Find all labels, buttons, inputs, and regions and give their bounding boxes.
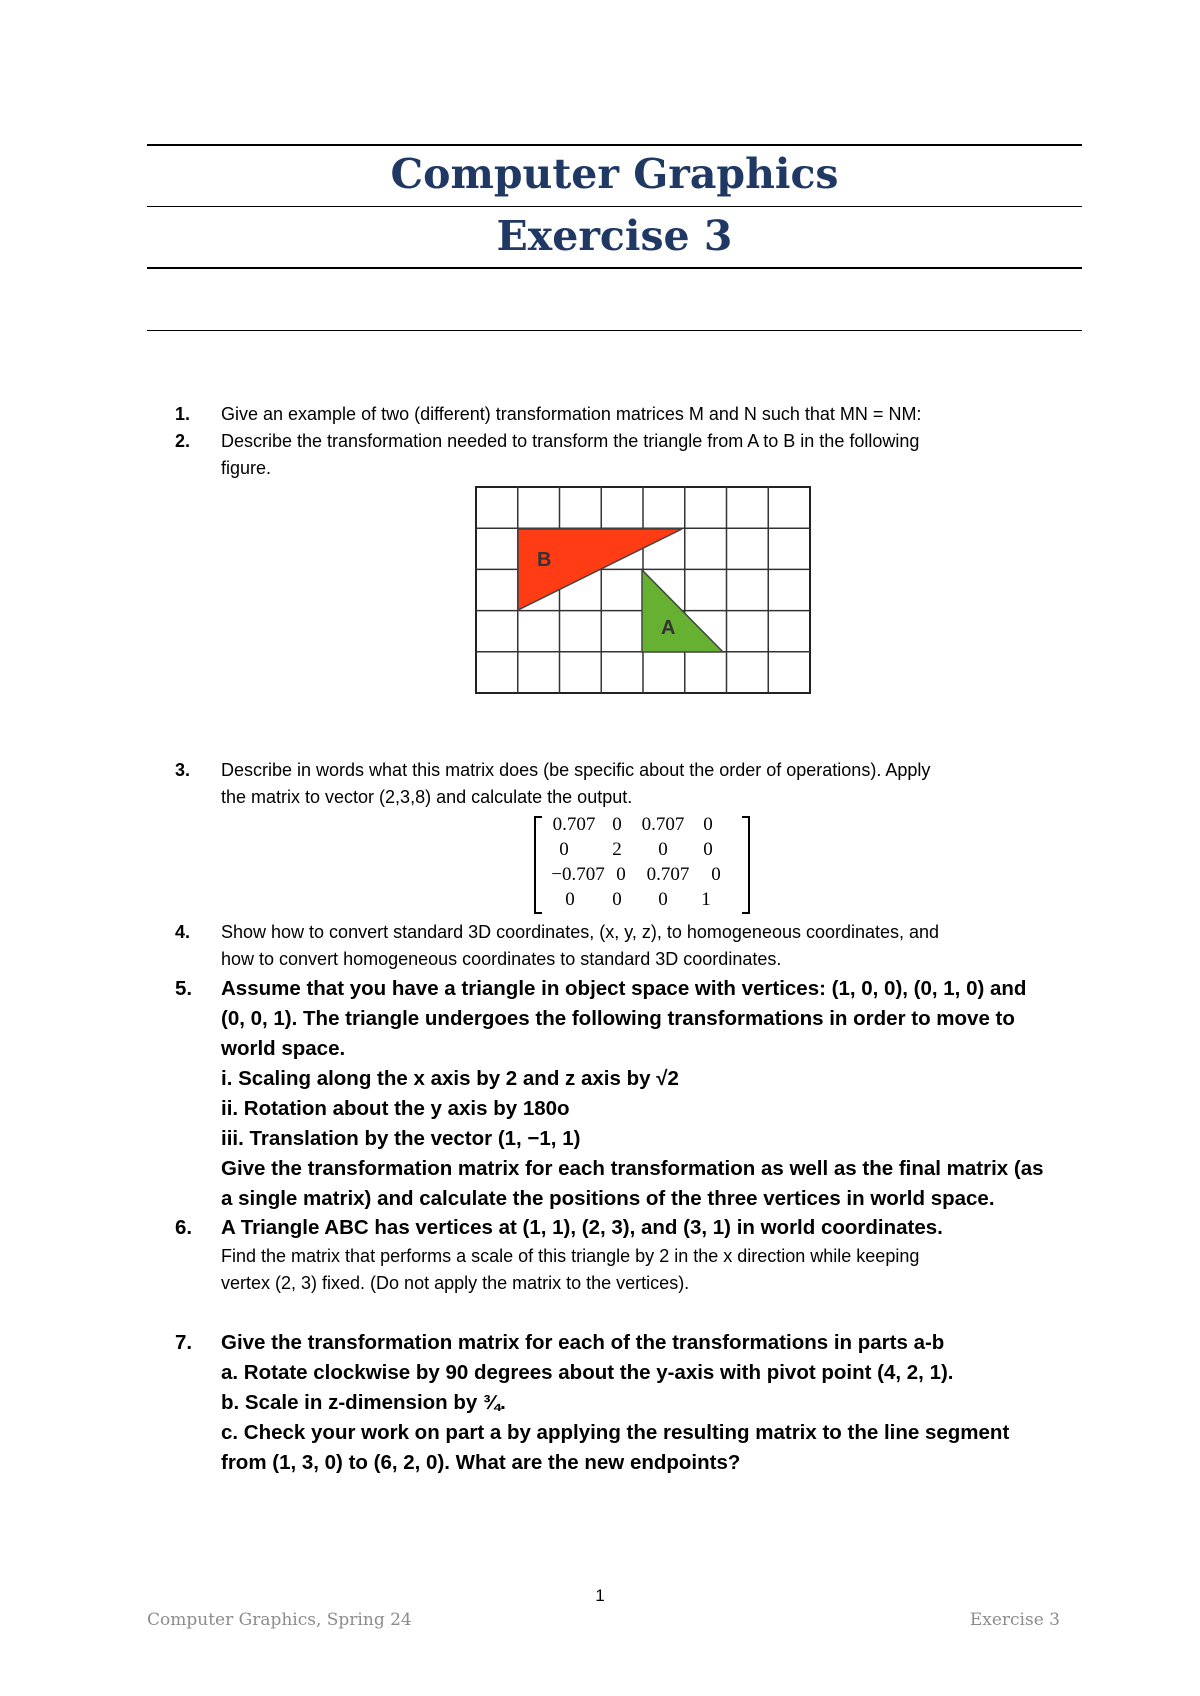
question-line: Find the matrix that performs a scale of this triangle by 2 in the x direction while keeping	[221, 1246, 920, 1266]
header-rule-lower	[147, 330, 1082, 331]
matrix-cell: 0	[658, 839, 668, 860]
header-rule-middle	[147, 206, 1082, 207]
question-line: Give an example of two (different) transformation matrices M and N such that MN = NM:	[221, 404, 922, 424]
footer-right: Exercise 3	[969, 1610, 1060, 1630]
matrix-cell: −0.707	[551, 864, 605, 885]
matrix-cell: 0	[612, 889, 622, 910]
question-4	[175, 919, 1080, 973]
matrix-cell: 0.707	[646, 864, 690, 885]
question-7	[175, 1328, 1080, 1478]
matrix-cell: 0	[616, 864, 626, 885]
question-line: vertex (2, 3) fixed. (Do not apply the matrix to the vertices).	[221, 1273, 690, 1293]
question-line: c. Check your work on part a by applying the resulting matrix to the line segment	[221, 1421, 1010, 1444]
question-5	[175, 974, 1080, 1214]
page-title: Computer Graphics	[390, 150, 839, 198]
question-line: a single matrix) and calculate the positions of the three vertices in world space.	[221, 1187, 995, 1210]
matrix-cell: 0	[612, 814, 622, 835]
transformation-matrix	[534, 814, 750, 912]
question-number: 6.	[175, 1216, 193, 1239]
question-line: world space.	[221, 1037, 346, 1060]
question-number: 5.	[175, 977, 193, 1000]
question-line: i. Scaling along the x axis by 2 and z axis by √2	[221, 1067, 679, 1090]
matrix-cell: 0	[559, 839, 569, 860]
question-line: (0, 0, 1). The triangle undergoes the following transformations in order to move to	[221, 1007, 1015, 1030]
question-line: A Triangle ABC has vertices at (1, 1), (2, 3), and (3, 1) in world coordinates.	[221, 1216, 943, 1239]
question-line: Show how to convert standard 3D coordinates, (x, y, z), to homogeneous coordinates, and	[221, 922, 940, 942]
header-rule-top	[147, 144, 1082, 146]
question-line: Give the transformation matrix for each of the transformations in parts a-b	[221, 1331, 945, 1354]
matrix-cell: 0	[711, 864, 721, 885]
matrix-cell: 2	[612, 839, 622, 860]
label-b: B	[537, 549, 552, 571]
question-line: b. Scale in z-dimension by ¾.	[221, 1391, 506, 1414]
page-number: 1	[595, 1586, 605, 1605]
matrix-cell: 0	[658, 889, 668, 910]
triangle-figure	[475, 486, 811, 694]
question-number: 3.	[175, 760, 191, 780]
page-subtitle: Exercise 3	[496, 212, 733, 260]
question-line: Give the transformation matrix for each transformation as well as the final matrix (as	[221, 1157, 1044, 1180]
matrix-cell: 1	[701, 889, 711, 910]
matrix-cell: 0	[703, 839, 713, 860]
question-number: 7.	[175, 1331, 193, 1354]
matrix-cell: 0.707	[641, 814, 685, 835]
question-line: from (1, 3, 0) to (6, 2, 0). What are the new endpoints?	[221, 1451, 741, 1474]
matrix-cell: 0	[703, 814, 713, 835]
question-3	[175, 757, 1080, 811]
question-line: Describe the transformation needed to transform the triangle from A to B in the following	[221, 431, 920, 451]
question-number: 2.	[175, 431, 191, 451]
footer-left: Computer Graphics, Spring 24	[147, 1610, 412, 1630]
question-line: figure.	[221, 458, 272, 478]
question-line: ii. Rotation about the y axis by 180o	[221, 1097, 570, 1120]
matrix-cell: 0.707	[552, 814, 596, 835]
question-2	[175, 428, 1080, 482]
question-6	[175, 1213, 1080, 1297]
question-line: iii. Translation by the vector (1, −1, 1)	[221, 1127, 581, 1150]
header-rule-bottom	[147, 267, 1082, 269]
question-line: how to convert homogeneous coordinates to standard 3D coordinates.	[221, 949, 782, 969]
question-line: Describe in words what this matrix does (be specific about the order of operations). Apply	[221, 760, 931, 780]
question-number: 1.	[175, 404, 191, 424]
question-line: Assume that you have a triangle in object space with vertices: (1, 0, 0), (0, 1, 0) and	[221, 977, 1027, 1000]
question-line: a. Rotate clockwise by 90 degrees about the y-axis with pivot point (4, 2, 1).	[221, 1361, 954, 1384]
question-number: 4.	[175, 922, 191, 942]
question-1	[175, 401, 1080, 428]
question-line: the matrix to vector (2,3,8) and calculate the output.	[221, 787, 633, 807]
matrix-cell: 0	[565, 889, 575, 910]
label-a: A	[661, 617, 676, 639]
